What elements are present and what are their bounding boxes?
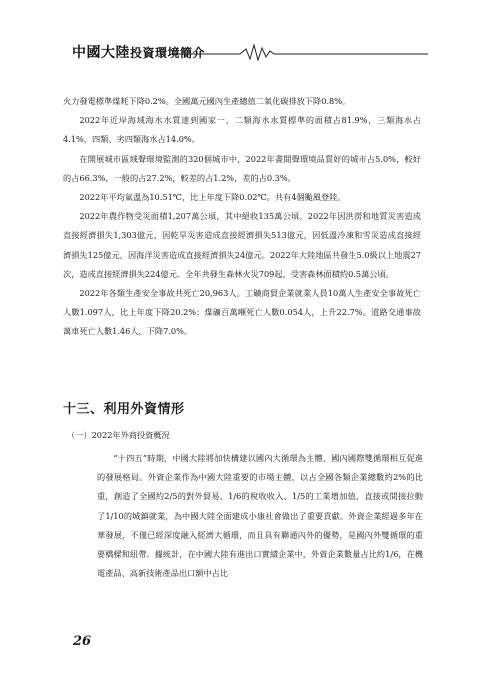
section-body bbox=[97, 449, 423, 583]
body-text bbox=[63, 92, 421, 342]
page-number: 26 bbox=[73, 634, 92, 649]
paragraph: 2022年近岸海域海水水質達到國家一、二類海水水質標準的面積占81.9%，三類海水占4.1%，四類、劣四類海水占14.0%。 bbox=[63, 115, 421, 145]
paragraph: 火力發電標準煤耗下降0.2%。全國萬元國內生產總值二氧化碳排放下降0.8%。 bbox=[63, 96, 351, 106]
header-title-sub: 投資環境簡介 bbox=[130, 46, 206, 60]
section-heading: 十三、利用外資情形 bbox=[63, 402, 185, 417]
subsection-heading: （一）2022年外商投資概況 bbox=[67, 430, 170, 440]
paragraph: 2022年農作物受災面積1,207萬公頃，其中絕收135萬公頃。2022年因洪澇和地質災害造成直接經濟損失1,303億元，因乾旱災害造成直接經濟損失513億元，因低溫冷凍和雪災造成直接經濟損失125億元，因海洋災害造成直接經濟損失24億元。2022年大陸地區共發生5.0級以上地震27次，造成直接經濟損失224億元。全年共發生森林火災709起，受害森林面積約0.5萬公頃。 bbox=[63, 211, 421, 279]
paragraph: 在開展城市區域聲環境監測的320個城市中，2022年晝間聲環境品質好的城市占5.0%，較好的占66.3%，一般的占27.2%，較差的占1.2%，差的占0.3%。 bbox=[63, 153, 421, 183]
header-title bbox=[72, 42, 205, 62]
running-header bbox=[72, 40, 428, 62]
header-title-main: 中國大陸 bbox=[72, 45, 130, 61]
paragraph: “十四五”時期，中國大陸將加快構建以國內大循環為主體、國內國際雙循環相互促進的發展格局。外資企業作為中國大陸重要的市場主體，以占全國各類企業總數約2%的比重，創造了全國約2/5的對外貿易、1/6的稅收收入、1/5的工業增加值，直接或間接拉動了1/10的城鎮就業，為中國大陸全面建成小康社會做出了重要貢獻。外資企業經過多年在華發展，不僅已經深度融入經濟大循環，而且具有聯通內外的優勢，是國內外雙循環的重要橋樑和紐帶。據統計，在中國大陸有進出口實績企業中，外資企業數量占比約1/6，在機電產品、高新技術產品出口額中占比 bbox=[97, 453, 423, 579]
paragraph: 2022年各類生產安全事故共死亡20,963人。工礦商貿企業就業人員10萬人生產安全事故死亡人數1.097人，比上年度下降20.2%；煤礦百萬噸死亡人數0.054人，上升22.7%。道路交通事故萬車死亡人數1.46人，下降7.0%。 bbox=[63, 288, 421, 337]
paragraph: 2022年平均氣溫為10.51℃，比上年度下降0.02℃。共有4個颱風登陸。 bbox=[79, 192, 346, 203]
